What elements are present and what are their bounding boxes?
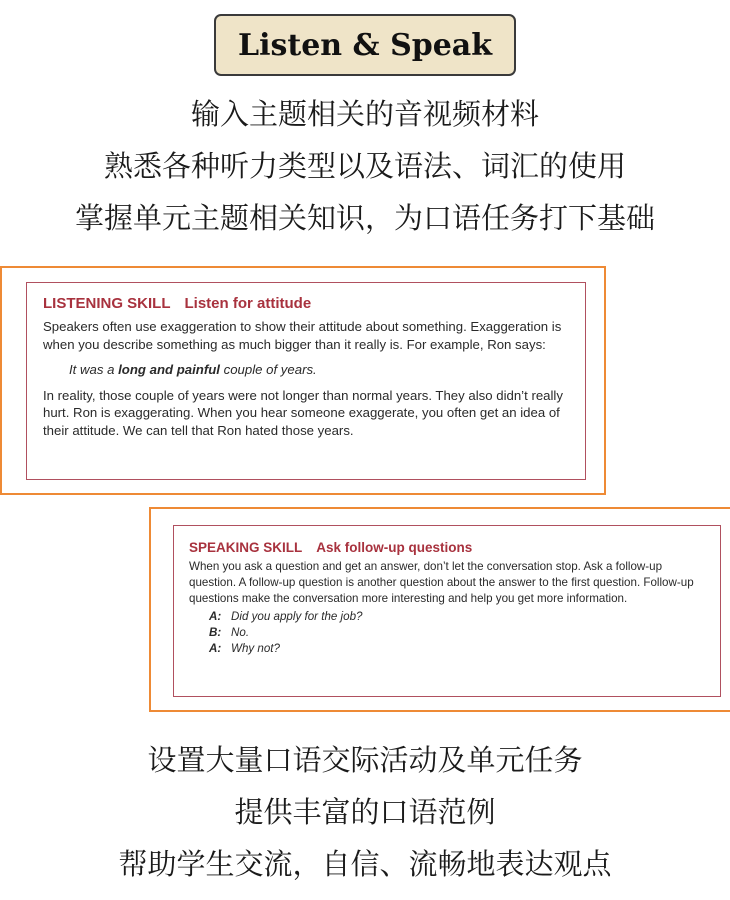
speaking-skill-frame <box>149 507 730 712</box>
speaking-skill-subheading: Ask follow-up questions <box>316 540 473 555</box>
dialog-row <box>209 625 705 641</box>
outro-line: 设置大量口语交际活动及单元任务 <box>147 743 583 777</box>
speaking-skill-label: SPEAKING SKILL <box>189 540 303 555</box>
listening-skill-frame <box>0 266 606 495</box>
listening-paragraph-2: In reality, those couple of years were not longer than normal years. They also didn’t really hurt. Ron is exaggerating. When you hear someone exaggerate, you often get an idea of their attitude. We can tell that Ron hated those years. <box>43 387 563 438</box>
listening-paragraph-1: Speakers often use exaggeration to show their attitude about something. Exaggeration is when you describe something as much bigger than it really is. For example, Ron says: <box>43 319 562 352</box>
speaking-dialog <box>209 609 705 657</box>
example-text-bold: long and painful <box>118 362 220 377</box>
speaking-skill-heading <box>189 540 705 555</box>
dialog-line: Why not? <box>231 642 280 655</box>
example-text-before: It was a <box>69 362 115 377</box>
listening-example <box>69 361 570 379</box>
listening-skill-label: LISTENING SKILL <box>43 295 171 312</box>
intro-text <box>0 88 730 244</box>
speaking-paragraph: When you ask a question and get an answer, don’t let the conversation stop. Ask a follow-up question. A follow-up question is another question about the answer to the first question. Follow-up questions make the conversation more interesting and help you get more information. <box>189 560 694 605</box>
dialog-row <box>209 641 705 657</box>
section-title: Listen & Speak <box>214 14 516 76</box>
listening-skill-subheading: Listen for attitude <box>184 295 312 312</box>
listening-skill-heading <box>43 295 570 312</box>
dialog-line: Did you apply for the job? <box>231 610 363 623</box>
listening-skill-box <box>26 282 586 480</box>
outro-line: 帮助学生交流，自信、流畅地表达观点 <box>118 847 612 881</box>
dialog-speaker: B: <box>209 626 222 639</box>
intro-line: 熟悉各种听力类型以及语法、词汇的使用 <box>103 149 626 183</box>
outro-line: 提供丰富的口语范例 <box>234 795 496 829</box>
intro-line: 掌握单元主题相关知识，为口语任务打下基础 <box>74 201 655 235</box>
dialog-row <box>209 609 705 625</box>
speaking-skill-box <box>173 525 721 697</box>
intro-line: 输入主题相关的音视频材料 <box>190 97 539 131</box>
dialog-line: No. <box>231 626 250 639</box>
example-text-after: couple of years. <box>223 362 317 377</box>
dialog-speaker: A: <box>209 642 222 655</box>
outro-text <box>0 734 730 890</box>
dialog-speaker: A: <box>209 610 222 623</box>
